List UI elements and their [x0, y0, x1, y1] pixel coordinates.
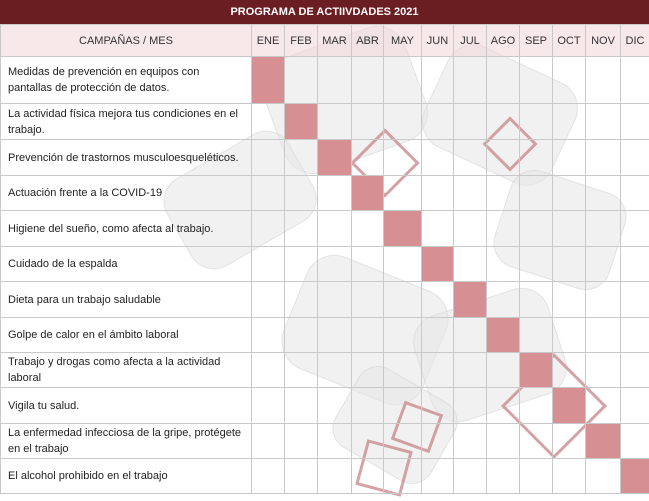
header-month: ENE	[252, 25, 285, 57]
month-cell	[384, 282, 422, 318]
month-cell	[520, 211, 553, 247]
campaign-label: Higiene del sueño, como afecta al trabajo.	[1, 211, 252, 247]
month-cell	[487, 104, 520, 140]
month-cell	[586, 318, 621, 353]
month-cell	[621, 318, 649, 353]
month-cell	[285, 176, 318, 211]
month-cell	[352, 318, 384, 353]
month-cell	[384, 459, 422, 494]
month-cell	[520, 140, 553, 176]
month-cell	[520, 282, 553, 318]
month-cell	[553, 247, 586, 282]
month-cell	[520, 176, 553, 211]
campaign-label: El alcohol prohibido en el trabajo	[1, 459, 252, 494]
table-row	[1, 282, 649, 318]
month-cell	[454, 353, 487, 388]
month-cell	[252, 318, 285, 353]
month-cell	[487, 282, 520, 318]
month-cell	[553, 176, 586, 211]
month-cell	[487, 176, 520, 211]
campaign-label: Trabajo y drogas como afecta a la actividad laboral	[1, 353, 252, 388]
month-cell	[621, 388, 649, 424]
month-cell	[422, 282, 454, 318]
campaign-label: La actividad física mejora tus condiciones en el trabajo.	[1, 104, 252, 140]
month-cell	[621, 247, 649, 282]
month-cell	[285, 282, 318, 318]
month-cell	[520, 57, 553, 104]
table-header-row	[1, 25, 649, 57]
month-cell	[454, 104, 487, 140]
month-cell	[352, 424, 384, 459]
month-cell	[252, 388, 285, 424]
month-cell	[553, 282, 586, 318]
month-cell	[454, 388, 487, 424]
month-cell	[586, 247, 621, 282]
month-cell	[422, 424, 454, 459]
month-cell	[621, 176, 649, 211]
month-cell	[586, 211, 621, 247]
page-title: PROGRAMA DE ACTIIVDADES 2021	[0, 0, 649, 24]
month-cell	[487, 459, 520, 494]
month-cell	[454, 318, 487, 353]
month-cell	[318, 353, 352, 388]
month-cell	[553, 318, 586, 353]
month-cell	[586, 388, 621, 424]
month-cell	[553, 424, 586, 459]
month-cell	[520, 104, 553, 140]
header-month: MAR	[318, 25, 352, 57]
campaign-label: Cuidado de la espalda	[1, 247, 252, 282]
month-cell	[586, 282, 621, 318]
month-cell	[586, 353, 621, 388]
campaign-label: Actuación frente a la COVID-19	[1, 176, 252, 211]
month-cell	[553, 57, 586, 104]
month-cell	[352, 211, 384, 247]
month-cell	[285, 353, 318, 388]
month-cell	[384, 104, 422, 140]
month-cell	[252, 176, 285, 211]
month-cell	[586, 459, 621, 494]
month-cell	[586, 57, 621, 104]
month-cell	[352, 57, 384, 104]
header-month: DIC	[621, 25, 649, 57]
month-cell	[487, 247, 520, 282]
month-cell	[520, 424, 553, 459]
month-cell	[318, 104, 352, 140]
month-cell	[384, 247, 422, 282]
month-cell	[586, 140, 621, 176]
month-cell	[384, 318, 422, 353]
month-cell	[285, 247, 318, 282]
month-cell	[621, 424, 649, 459]
scheduled-month-cell	[285, 104, 318, 140]
table-row	[1, 318, 649, 353]
month-cell	[422, 57, 454, 104]
table-row	[1, 247, 649, 282]
month-cell	[586, 104, 621, 140]
table-row	[1, 353, 649, 388]
scheduled-month-cell	[454, 282, 487, 318]
month-cell	[454, 211, 487, 247]
table-row	[1, 57, 649, 104]
header-month: ABR	[352, 25, 384, 57]
table-row	[1, 176, 649, 211]
month-cell	[422, 176, 454, 211]
table-row	[1, 211, 649, 247]
month-cell	[252, 211, 285, 247]
month-cell	[621, 353, 649, 388]
month-cell	[352, 282, 384, 318]
scheduled-month-cell	[621, 459, 649, 494]
month-cell	[553, 104, 586, 140]
header-month: FEB	[285, 25, 318, 57]
month-cell	[422, 211, 454, 247]
month-cell	[318, 318, 352, 353]
month-cell	[520, 388, 553, 424]
month-cell	[285, 140, 318, 176]
month-cell	[318, 388, 352, 424]
month-cell	[285, 424, 318, 459]
header-month: JUL	[454, 25, 487, 57]
month-cell	[621, 282, 649, 318]
month-cell	[285, 57, 318, 104]
month-cell	[422, 388, 454, 424]
campaign-label: La enfermedad infecciosa de la gripe, protégete en el trabajo	[1, 424, 252, 459]
month-cell	[454, 247, 487, 282]
header-month: AGO	[487, 25, 520, 57]
month-cell	[422, 353, 454, 388]
month-cell	[487, 424, 520, 459]
month-cell	[318, 176, 352, 211]
header-month: MAY	[384, 25, 422, 57]
month-cell	[285, 318, 318, 353]
campaign-label: Dieta para un trabajo saludable	[1, 282, 252, 318]
month-cell	[352, 459, 384, 494]
campaign-label: Golpe de calor en el ámbito laboral	[1, 318, 252, 353]
month-cell	[252, 424, 285, 459]
month-cell	[252, 459, 285, 494]
month-cell	[487, 353, 520, 388]
month-cell	[384, 353, 422, 388]
month-cell	[285, 388, 318, 424]
month-cell	[318, 424, 352, 459]
scheduled-month-cell	[553, 388, 586, 424]
scheduled-month-cell	[352, 176, 384, 211]
month-cell	[318, 282, 352, 318]
month-cell	[553, 459, 586, 494]
month-cell	[422, 459, 454, 494]
month-cell	[352, 104, 384, 140]
campaign-label: Medidas de prevención en equipos con pantallas de protección de datos.	[1, 57, 252, 104]
table-row	[1, 459, 649, 494]
month-cell	[621, 211, 649, 247]
table-row	[1, 104, 649, 140]
month-cell	[422, 104, 454, 140]
month-cell	[384, 388, 422, 424]
month-cell	[352, 247, 384, 282]
month-cell	[352, 388, 384, 424]
month-cell	[553, 140, 586, 176]
month-cell	[384, 140, 422, 176]
month-cell	[621, 57, 649, 104]
header-month: OCT	[553, 25, 586, 57]
activity-schedule-table	[0, 24, 649, 494]
month-cell	[252, 282, 285, 318]
month-cell	[422, 140, 454, 176]
month-cell	[487, 140, 520, 176]
month-cell	[422, 318, 454, 353]
header-campaigns: CAMPAÑAS / MES	[1, 25, 252, 57]
scheduled-month-cell	[520, 353, 553, 388]
header-month: NOV	[586, 25, 621, 57]
month-cell	[520, 247, 553, 282]
month-cell	[252, 247, 285, 282]
month-cell	[318, 247, 352, 282]
month-cell	[520, 318, 553, 353]
header-month: JUN	[422, 25, 454, 57]
month-cell	[318, 211, 352, 247]
month-cell	[454, 424, 487, 459]
month-cell	[487, 388, 520, 424]
month-cell	[621, 104, 649, 140]
table-row	[1, 424, 649, 459]
month-cell	[384, 57, 422, 104]
month-cell	[252, 104, 285, 140]
month-cell	[520, 459, 553, 494]
month-cell	[553, 353, 586, 388]
month-cell	[487, 211, 520, 247]
month-cell	[454, 176, 487, 211]
scheduled-month-cell	[318, 140, 352, 176]
scheduled-month-cell	[422, 247, 454, 282]
month-cell	[384, 424, 422, 459]
month-cell	[318, 459, 352, 494]
month-cell	[352, 353, 384, 388]
scheduled-month-cell	[384, 211, 422, 247]
month-cell	[352, 140, 384, 176]
month-cell	[454, 57, 487, 104]
scheduled-month-cell	[252, 57, 285, 104]
month-cell	[285, 211, 318, 247]
month-cell	[621, 140, 649, 176]
month-cell	[384, 176, 422, 211]
table-row	[1, 388, 649, 424]
month-cell	[487, 57, 520, 104]
scheduled-month-cell	[586, 424, 621, 459]
month-cell	[252, 140, 285, 176]
month-cell	[454, 459, 487, 494]
month-cell	[318, 57, 352, 104]
scheduled-month-cell	[487, 318, 520, 353]
month-cell	[586, 176, 621, 211]
table-row	[1, 140, 649, 176]
month-cell	[454, 140, 487, 176]
campaign-label: Prevención de trastornos musculoesqueléticos.	[1, 140, 252, 176]
campaign-label: Vigila tu salud.	[1, 388, 252, 424]
month-cell	[553, 211, 586, 247]
month-cell	[285, 459, 318, 494]
month-cell	[252, 353, 285, 388]
header-month: SEP	[520, 25, 553, 57]
